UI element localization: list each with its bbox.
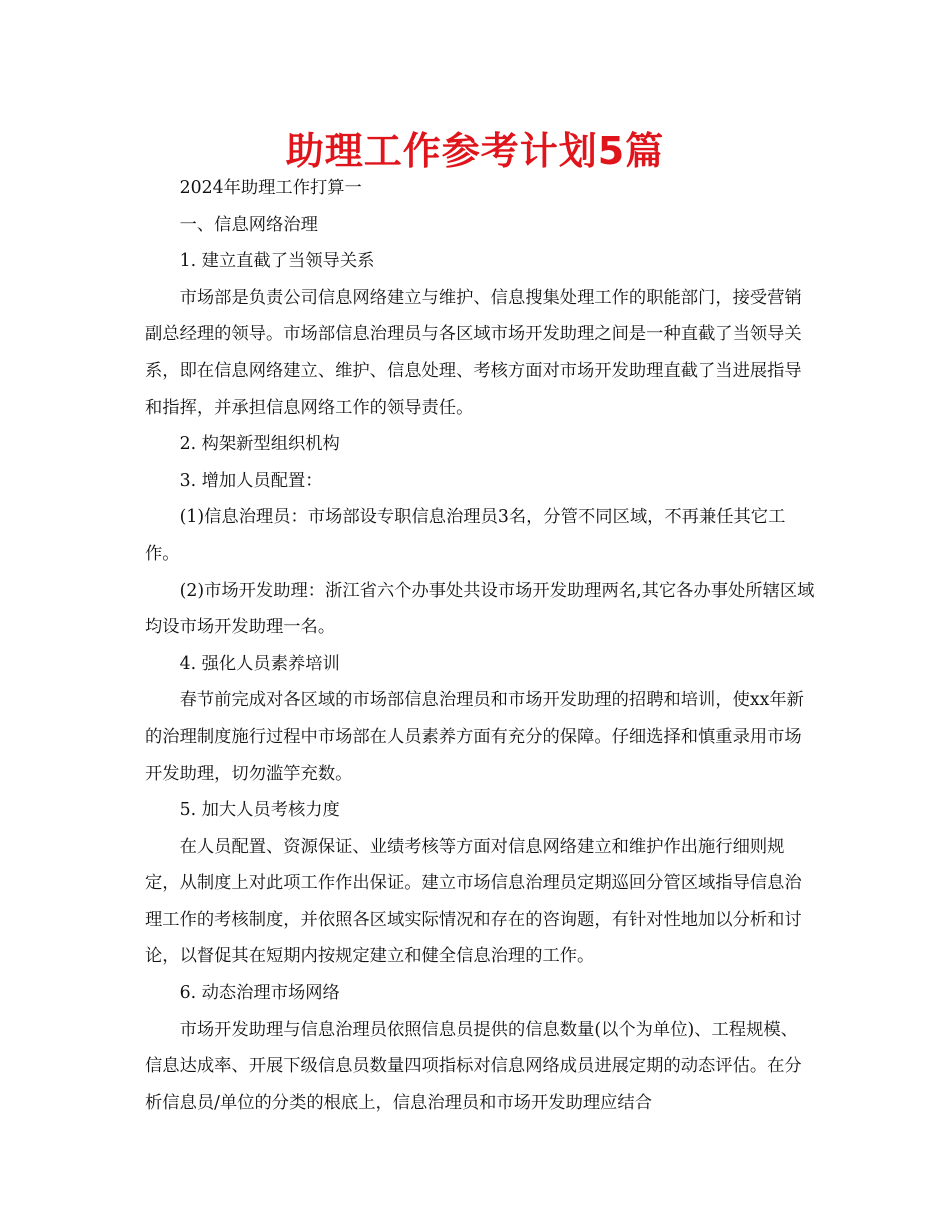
subsection-heading: 2. 构架新型组织机构 (179, 434, 340, 455)
paragraph: 市场部是负责公司信息网络建立与维护、信息搜集处理工作的职能部门，接受营销副总经理的领导。市场部信息治理员与各区域市场开发助理之间是一种直截了当领导关系，即在信息网络建立、维护、信息处理、考核方面对市场开发助理直截了当进展指导和指挥，并承担信息网络工作的领导责任。 (145, 287, 802, 418)
paragraph: 在人员配置、资源保证、业绩考核等方面对信息网络建立和维护作出施行细则规定，从制度上对此项工作作出保证。建立市场信息治理员定期巡回分管区域指导信息治理工作的考核制度，并依照各区域实际情况和存在的咨询题，有针对性地加以分析和讨论，以督促其在短期内按规定建立和健全信息治理的工作。 (145, 836, 802, 967)
paragraph: (1)信息治理员：市场部设专职信息治理员3名，分管不同区域，不再兼任其它工作。 (145, 507, 786, 564)
paragraph: 市场开发助理与信息治理员依照信息员提供的信息数量(以个为单位)、工程规模、信息达成率、开展下级信息员数量四项指标对信息网络成员进展定期的动态评估。在分析信息员/单位的分类的根底上，信息治理员和市场开发助理应结合 (145, 1019, 802, 1113)
document-title: 助理工作参考计划5篇 (285, 129, 665, 173)
subsection-heading: 3. 增加人员配置： (179, 470, 323, 491)
paragraph: (2)市场开发助理：浙江省六个办事处共设市场开发助理两名,其它各办事处所辖区域均设市场开发助理一名。 (145, 580, 815, 638)
document-body (145, 170, 815, 1121)
paragraph: 2024年助理工作打算一 (179, 178, 362, 198)
subsection-heading: 4. 强化人员素养培训 (179, 653, 340, 674)
subsection-heading: 6. 动态治理市场网络 (179, 983, 340, 1004)
subsection-heading: 5. 加大人员考核力度 (179, 800, 340, 821)
paragraph: 春节前完成对各区域的市场部信息治理员和市场开发助理的招聘和培训，使xx年新的治理制度施行过程中市场部在人员素养方面有充分的保障。仔细选择和慎重录用市场开发助理，切勿滥竽充数。 (145, 690, 804, 784)
section-heading: 一、信息网络治理 (179, 214, 318, 235)
subsection-heading: 1. 建立直截了当领导关系 (179, 251, 375, 272)
